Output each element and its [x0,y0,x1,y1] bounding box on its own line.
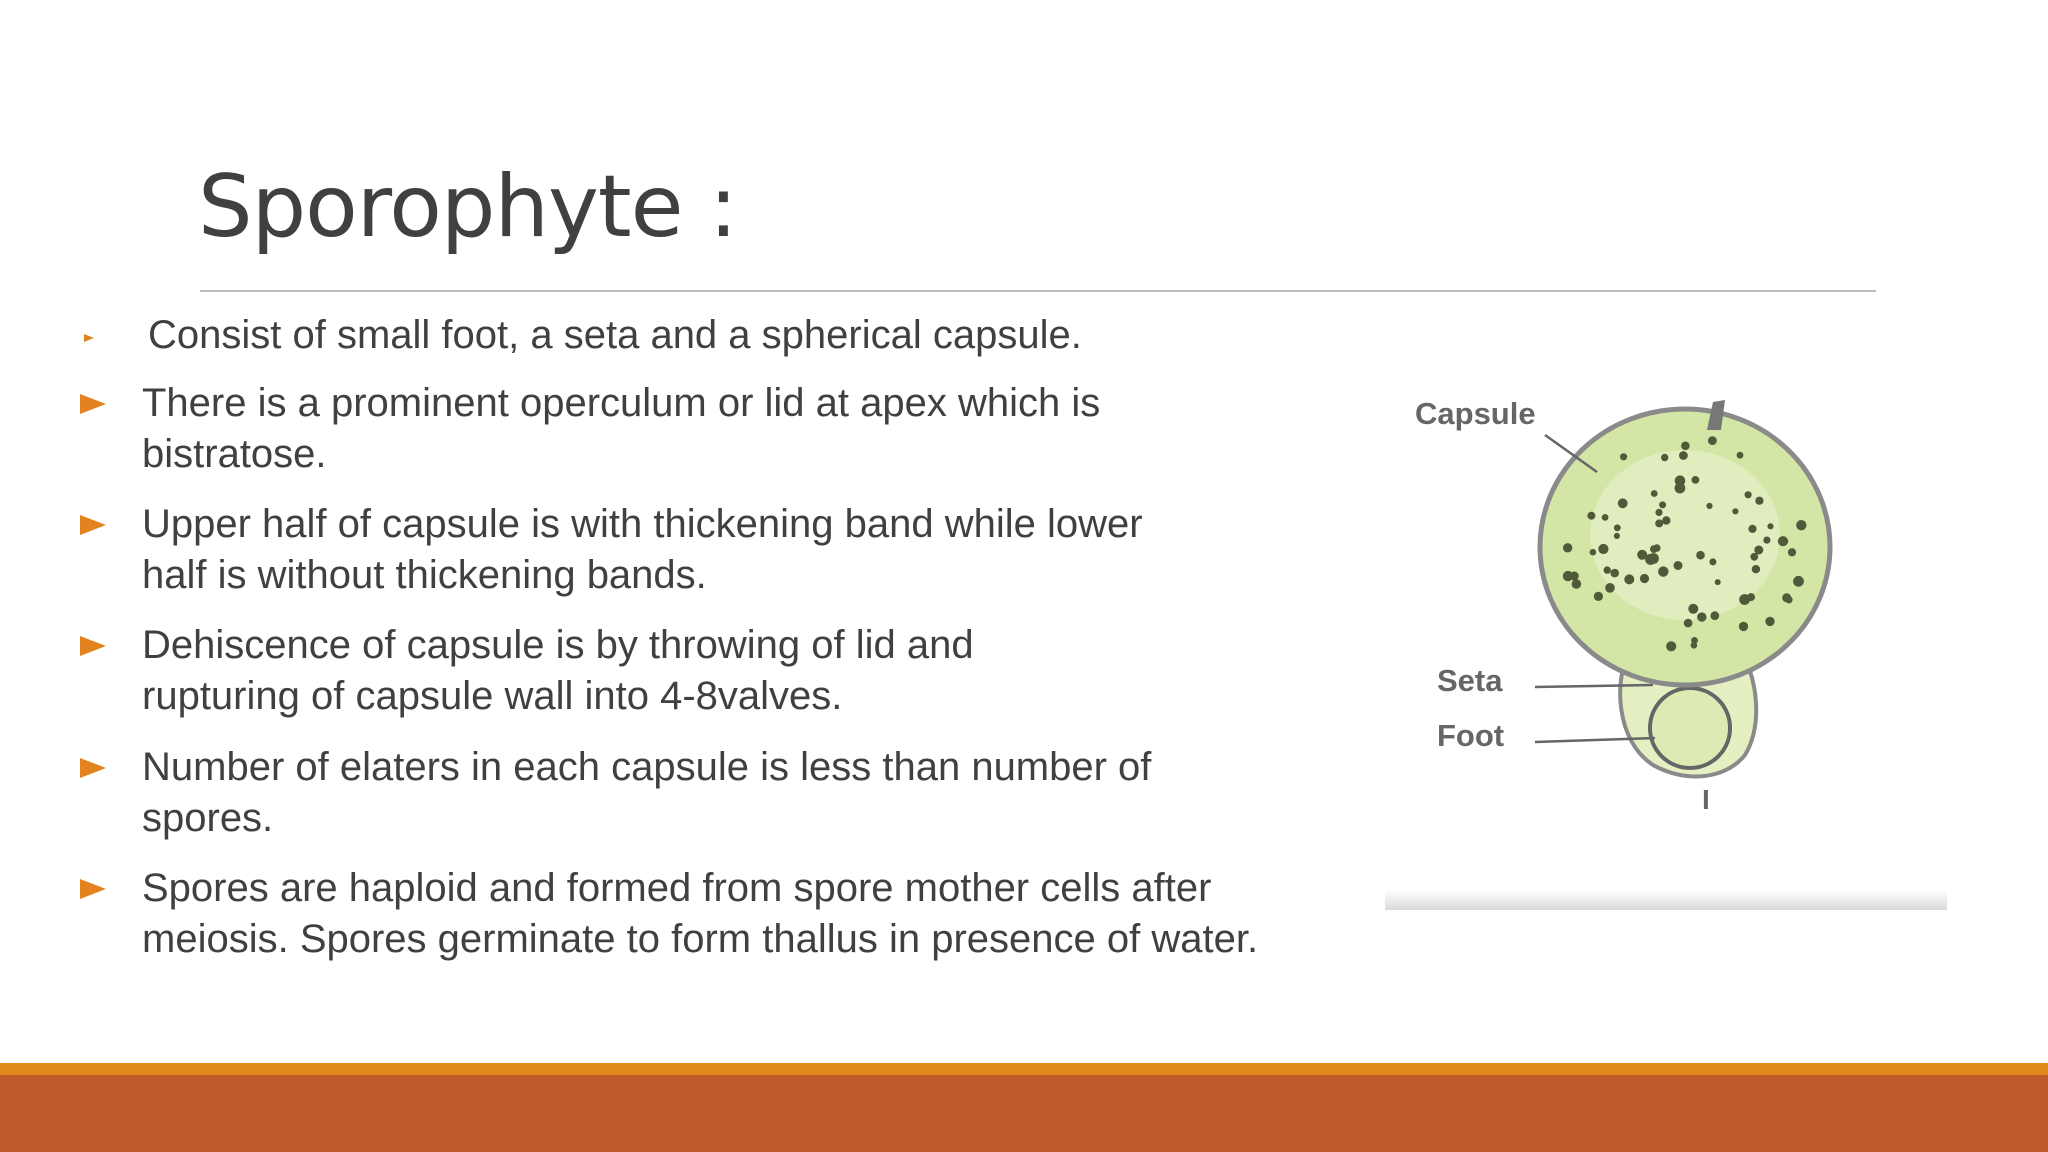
spore-dot [1659,501,1666,508]
bullet-text: Number of elaters in each capsule is less than number of spores. [142,745,1152,840]
spore-dot [1602,514,1609,521]
spore-dot [1679,451,1688,460]
spore-dot [1788,548,1796,556]
spore-dot [1765,617,1774,626]
spore-dot [1604,566,1611,573]
bullet-arrow-icon [80,515,106,535]
spore-dot [1709,558,1716,565]
spore-dot [1572,579,1582,589]
spore-dot [1785,596,1792,603]
spore-dot [1752,565,1760,573]
spore-dot [1563,543,1572,552]
bullet-text: Spores are haploid and formed from spore mother cells after meiosis. Spores germinate to form thallus in presence of water. [142,866,1259,961]
spore-dot [1614,533,1620,539]
spore-dot [1620,453,1627,460]
spore-dot [1594,592,1603,601]
foot-core [1650,688,1730,768]
seta-label: Seta [1437,663,1503,698]
spore-dot [1648,553,1659,564]
bullet-text: There is a prominent operculum or lid at apex which is bistratose. [142,381,1101,476]
spore-dot [1708,436,1717,445]
spore-dot [1563,571,1573,581]
spore-dot [1618,498,1628,508]
slide-title: Sporophyte : [198,157,737,257]
foot-label: Foot [1437,718,1505,753]
spore-dot [1748,525,1756,533]
spore-dot [1640,574,1649,583]
bullet-text: Dehiscence of capsule is by throwing of lid and rupturing of capsule wall into 4-8valves. [142,623,974,718]
spore-dot [1755,497,1763,505]
spore-dot [1658,566,1668,576]
spore-dot [1662,516,1670,524]
spore-dot [1675,475,1686,486]
spore-dot [1587,512,1595,520]
bullet-arrow-icon [80,758,106,778]
spore-dot [1739,622,1748,631]
spore-dot [1767,523,1773,529]
spore-dot [1605,583,1615,593]
spore-dot [1737,452,1744,459]
bullet-text: Consist of small foot, a seta and a spherical capsule. [148,313,1082,357]
spore-dot [1732,508,1738,514]
figure-shadow [1385,890,1947,910]
spore-dot [1655,519,1663,527]
spore-dot [1745,491,1752,498]
spore-dot [1610,569,1619,578]
title-divider [200,290,1876,292]
capsule-label: Capsule [1415,396,1536,431]
spore-dot [1691,642,1698,649]
bullet-arrow-icon [80,879,106,899]
spore-dot [1696,551,1705,560]
spore-dot [1666,641,1676,651]
spore-dot [1781,538,1788,545]
spore-dot [1637,550,1647,560]
spore-dot [1754,546,1763,555]
bullet-arrow-icon [80,394,106,414]
footer-bar [0,1075,2048,1152]
footer-accent-bar [0,1063,2048,1075]
spore-dot [1651,490,1658,497]
spore-dot [1796,520,1806,530]
spore-dot [1598,544,1608,554]
spore-dot [1697,612,1706,621]
spore-dot [1655,509,1662,516]
spore-dot [1624,574,1634,584]
spore-dot [1715,579,1721,585]
sporophyte-diagram [1385,360,1947,908]
spore-dot [1684,619,1693,628]
bullet-text: Upper half of capsule is with thickening band while lower half is without thickening bands. [142,502,1143,597]
spore-dot [1710,611,1719,620]
bullet-arrow-icon [84,334,94,342]
spore-dot [1747,593,1755,601]
spore-dot [1793,576,1804,587]
spore-dot [1681,442,1690,451]
spore-dot [1614,524,1621,531]
spore-dot [1692,476,1700,484]
spore-dot [1661,454,1668,461]
sporophyte-illustration [1385,360,1947,908]
spore-dot [1650,545,1658,553]
spore-dot [1674,561,1683,570]
spore-dot [1688,604,1698,614]
figure-numeral: I [1702,784,1710,815]
spore-dot [1590,549,1597,556]
bullet-arrow-icon [80,636,106,656]
spore-dot [1706,503,1712,509]
spore-dot [1763,537,1770,544]
